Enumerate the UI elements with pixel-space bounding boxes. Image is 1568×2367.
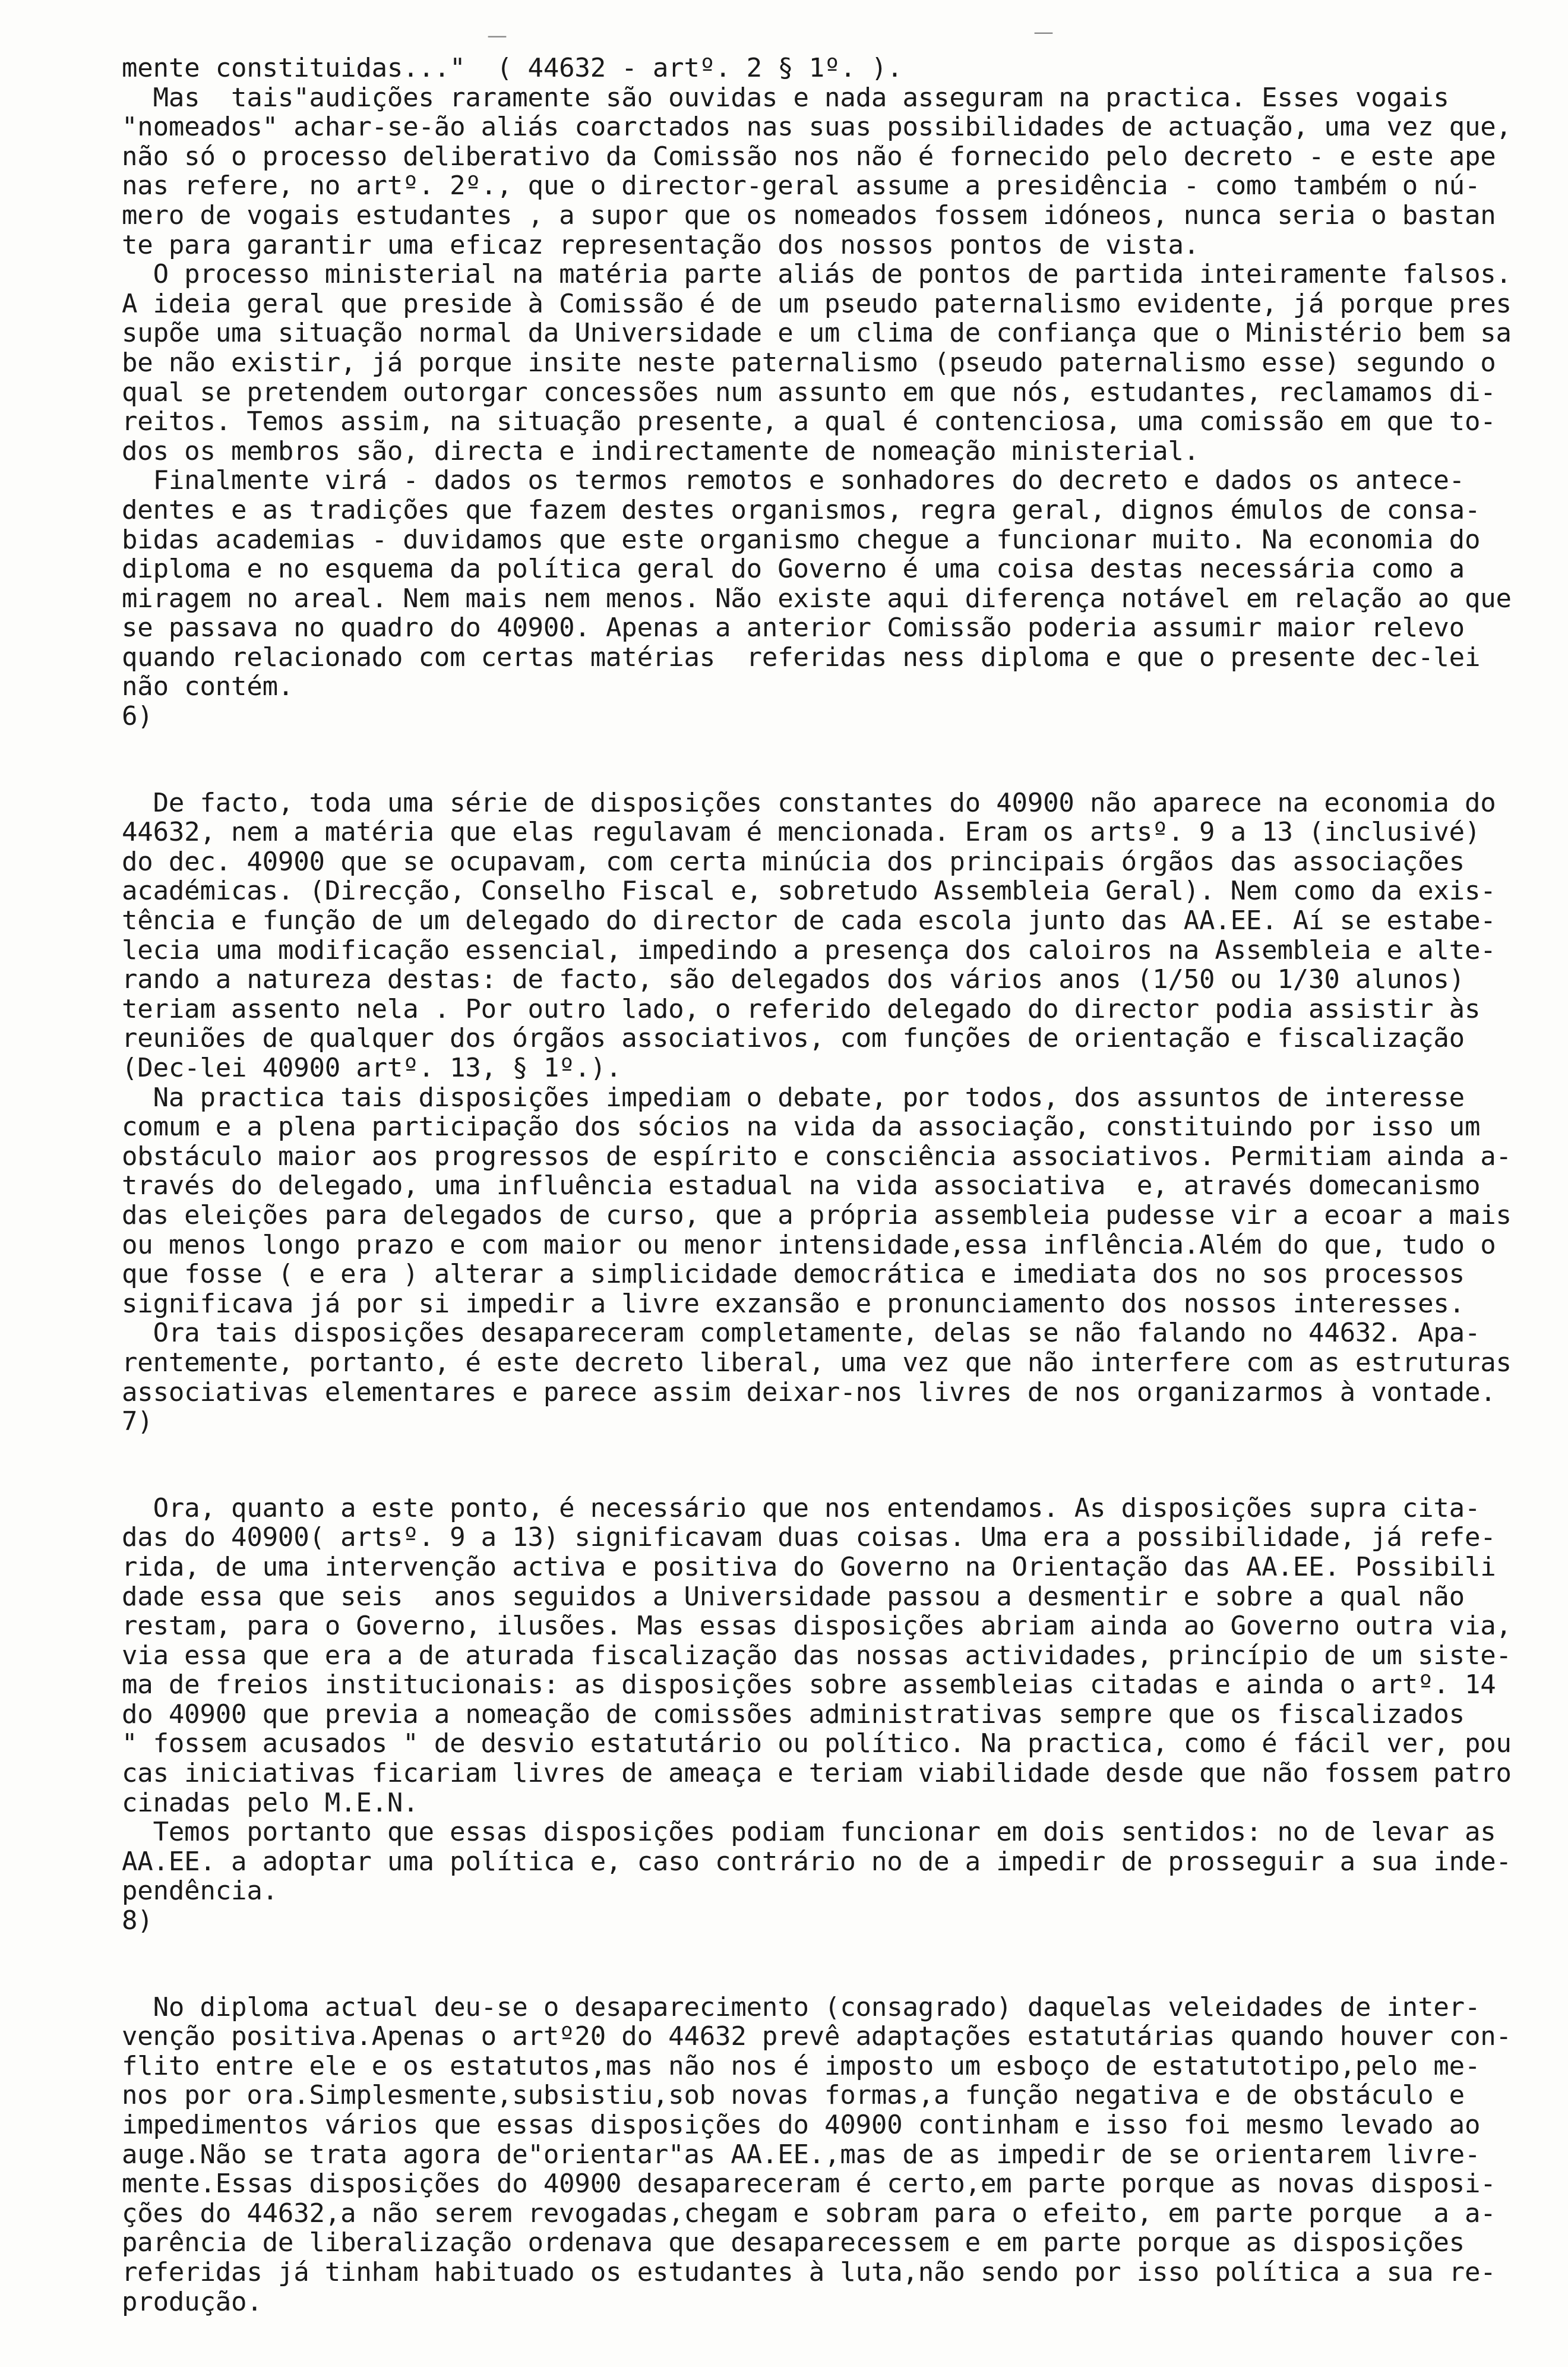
paragraph-block-5 xyxy=(122,53,1512,732)
text-line: flito entre ele e os estatutos,mas não nos é imposto um esboço de estatutotipo,pelo me- xyxy=(122,2050,1481,2081)
text-line: nas refere, no artº. 2º., que o director-geral assume a presidência - como também o nú- xyxy=(122,171,1481,201)
text-line: teriam assento nela . Por outro lado, o referido delegado do director podia assistir às xyxy=(122,993,1481,1024)
text-line: académicas. (Direcção, Conselho Fiscal e, sobretudo Assembleia Geral). Nem como da exis- xyxy=(122,876,1496,907)
text-line: te para garantir uma eficaz representação dos nossos pontos de vista. xyxy=(122,229,1200,260)
text-line: tência e função de um delegado do director de cada escola junto das AA.EE. Aí se estabe- xyxy=(122,905,1496,936)
text-line: dos os membros são, directa e indirectamente de nomeação ministerial. xyxy=(122,435,1200,466)
text-line: restam, para o Governo, ilusões. Mas essas disposições abriam ainda ao Governo outra via, xyxy=(122,1611,1512,1642)
text-line: dentes e as tradições que fazem destes organismos, regra geral, dignos émulos de consa- xyxy=(122,494,1481,525)
text-line: Na practica tais disposições impediam o debate, por todos, dos assuntos de interesse xyxy=(122,1082,1465,1113)
text-line: mero de vogais estudantes , a supor que os nomeados fossem idóneos, nunca seria o bastan xyxy=(122,200,1496,231)
section-gap xyxy=(122,1437,1458,1494)
text-line: Ora, quanto a este ponto, é necessário que nos entendamos. As disposições supra cita- xyxy=(122,1492,1481,1523)
text-line: quando relacionado com certas matérias referidas ness diploma e que o presente dec-lei xyxy=(122,642,1481,673)
top-dash-mark-2: — xyxy=(1033,20,1054,44)
section-gap xyxy=(122,1936,1458,1993)
text-line: A ideia geral que preside à Comissão é de um pseudo paternalismo evidente, já porque pres xyxy=(122,288,1512,319)
text-line: das eleições para delegados de curso, que a própria assembleia pudesse vir a ecoar a mais xyxy=(122,1200,1512,1230)
text-line: das do 40900( artsº. 9 a 13) significavam duas coisas. Uma era a possibilidade, já refe- xyxy=(122,1522,1496,1553)
text-line: Mas tais"audições raramente são ouvidas e nada asseguram na practica. Esses vogais xyxy=(122,82,1449,113)
text-line: que fosse ( e era ) alterar a simplicidade democrática e imediata dos no sos processos xyxy=(122,1259,1465,1290)
text-line: diploma e no esquema da política geral do Governo é uma coisa destas necessária como a xyxy=(122,554,1465,585)
text-line: Temos portanto que essas disposições podiam funcionar em dois sentidos: no de levar as xyxy=(122,1817,1496,1848)
text-line: mente.Essas disposições do 40900 desapareceram é certo,em parte porque as novas disposi- xyxy=(122,2169,1496,2199)
text-line: se passava no quadro do 40900. Apenas a anterior Comissão poderia assumir maior relevo xyxy=(122,613,1465,643)
text-line: significava já por si impedir a livre exzansão e pronunciamento dos nossos interesses. xyxy=(122,1288,1465,1319)
text-line: (Dec-lei 40900 artº. 13, § 1º.). xyxy=(122,1053,622,1083)
text-line: produção. xyxy=(122,2286,263,2317)
text-line: " fossem acusados " de desvio estatutário ou político. Na practica, como é fácil ver, pou xyxy=(122,1728,1512,1759)
text-line: associativas elementares e parece assim deixar-nos livres de nos organizarmos à vontade. xyxy=(122,1377,1496,1407)
text-line: do dec. 40900 que se ocupavam, com certa minúcia dos principais órgãos das associações xyxy=(122,846,1465,877)
paragraph-block-8 xyxy=(122,1992,1512,2317)
text-line: cas iniciativas ficariam livres de ameaça e teriam viabilidade desde que não fossem patro xyxy=(122,1758,1512,1789)
text-line: De facto, toda uma série de disposições constantes do 40900 não aparece na economia do xyxy=(122,787,1496,818)
text-line: nos por ora.Simplesmente,subsistiu,sob novas formas,a função negativa e de obstáculo e xyxy=(122,2080,1465,2111)
paragraph-block-7 xyxy=(122,1492,1512,1936)
text-line: be não existir, já porque insite neste paternalismo (pseudo paternalismo esse) segundo o xyxy=(122,347,1496,378)
text-line: supõe uma situação normal da Universidade e um clima de confiança que o Ministério bem sa xyxy=(122,318,1512,349)
text-line: rentemente, portanto, é este decreto liberal, uma vez que não interfere com as estruturas xyxy=(122,1347,1512,1378)
text-line: referidas já tinham habituado os estudantes à luta,não sendo por isso política a sua re- xyxy=(122,2256,1496,2287)
text-line: via essa que era a de aturada fiscalização das nossas actividades, princípio de um siste- xyxy=(122,1640,1512,1671)
text-line: não contém. xyxy=(122,671,294,702)
text-line: mente constituidas..." ( 44632 - artº. 2 § 1º. ). xyxy=(122,53,903,83)
text-line: do 40900 que previa a nomeação de comissões administrativas sempre que os fiscalizados xyxy=(122,1699,1465,1730)
text-line: través do delegado, uma influência estadual na vida associativa e, através domecanismo xyxy=(122,1170,1481,1201)
text-line: "nomeados" achar-se-ão aliás coarctados nas suas possibilidades de actuação, uma vez que, xyxy=(122,112,1512,143)
text-line: reuniões de qualquer dos órgãos associativos, com funções de orientação e fiscalização xyxy=(122,1023,1465,1054)
text-line: 8) xyxy=(122,1905,153,1936)
text-line: pendência. xyxy=(122,1876,278,1907)
text-line: rando a natureza destas: de facto, são delegados dos vários anos (1/50 ou 1/30 alunos) xyxy=(122,964,1465,995)
text-line: rida, de uma intervenção activa e positiva do Governo na Orientação das AA.EE. Possibili xyxy=(122,1551,1496,1582)
text-line: cinadas pelo M.E.N. xyxy=(122,1787,419,1818)
paragraph-block-6 xyxy=(122,787,1512,1437)
text-line: bidas academias - duvidamos que este organismo chegue a funcionar muito. Na economia do xyxy=(122,524,1481,555)
text-line: dade essa que seis anos seguidos a Universidade passou a desmentir e sobre a qual não xyxy=(122,1581,1465,1612)
text-line: 7) xyxy=(122,1406,153,1437)
text-line: miragem no areal. Nem mais nem menos. Não existe aqui diferença notável em relação ao que xyxy=(122,583,1512,614)
text-line: não só o processo deliberativo da Comissão nos não é fornecido pelo decreto - e este ape xyxy=(122,141,1496,172)
text-line: ma de freios institucionais: as disposições sobre assembleias citadas e ainda o artº. 14 xyxy=(122,1669,1496,1700)
text-line: parência de liberalização ordenava que desaparecessem e em parte porque as disposições xyxy=(122,2227,1465,2258)
text-line: AA.EE. a adoptar uma política e, caso contrário no de a impedir de prosseguir a sua inde- xyxy=(122,1846,1512,1877)
text-line: obstáculo maior aos progressos de espírito e consciência associativos. Permitiam ainda a- xyxy=(122,1141,1512,1172)
text-line: impedimentos vários que essas disposições do 40900 continham e isso foi mesmo levado ao xyxy=(122,2110,1481,2140)
text-line: Finalmente virá - dados os termos remotos e sonhadores do decreto e dados os antece- xyxy=(122,465,1465,496)
text-line: 44632, nem a matéria que elas regulavam é mencionada. Eram os artsº. 9 a 13 (inclusivé) xyxy=(122,817,1481,848)
top-dash-mark-1: — xyxy=(487,24,507,48)
text-line: auge.Não se trata agora de"orientar"as AA.EE.,mas de as impedir de se orientarem livre- xyxy=(122,2139,1481,2170)
text-line: No diploma actual deu-se o desaparecimento (consagrado) daquelas veleidades de inter- xyxy=(122,1992,1481,2022)
section-gap xyxy=(122,731,1458,788)
text-line: qual se pretendem outorgar concessões num assunto em que nós, estudantes, reclamamos di- xyxy=(122,377,1496,408)
text-line: lecia uma modificação essencial, impedindo a presença dos caloiros na Assembleia e alte- xyxy=(122,935,1496,965)
text-line: O processo ministerial na matéria parte aliás de pontos de partida inteiramente falsos. xyxy=(122,259,1512,290)
text-line: ções do 44632,a não serem revogadas,chegam e sobram para o efeito, em parte porque a a- xyxy=(122,2198,1496,2229)
text-line: ou menos longo prazo e com maior ou menor intensidade,essa inflência.Além do que, tudo o xyxy=(122,1229,1496,1260)
text-line: reitos. Temos assim, na situação presente, a qual é contenciosa, uma comissão em que to- xyxy=(122,406,1496,437)
document-page xyxy=(122,53,1512,2317)
text-line: Ora tais disposições desapareceram completamente, delas se não falando no 44632. Apa- xyxy=(122,1318,1481,1349)
text-line: venção positiva.Apenas o artº20 do 44632 prevê adaptações estatutárias quando houver con- xyxy=(122,2021,1512,2052)
text-line: comum e a plena participação dos sócios na vida da associação, constituindo por isso um xyxy=(122,1112,1481,1143)
text-line: 6) xyxy=(122,701,153,732)
